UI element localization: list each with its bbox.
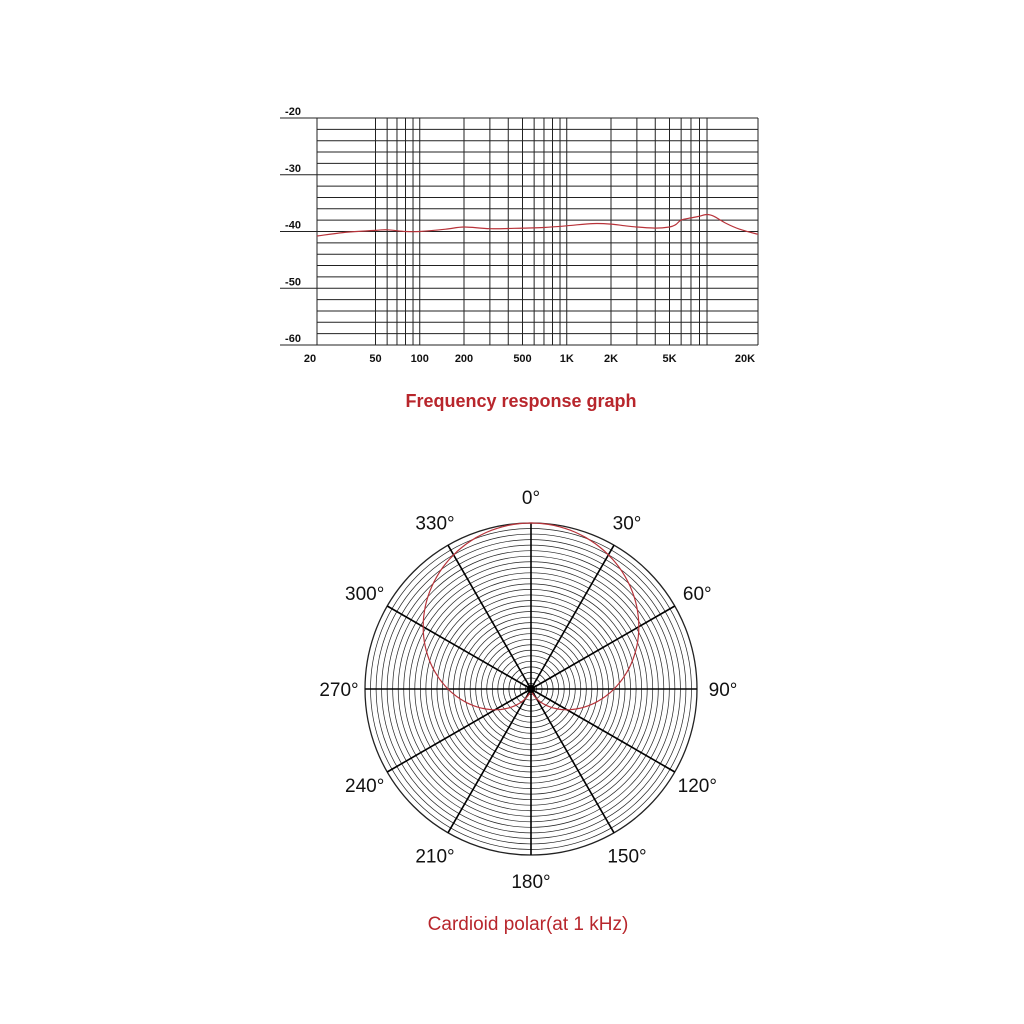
angle-label: 180°	[511, 872, 551, 893]
x-axis-labels	[304, 353, 755, 365]
polar-center-dot	[527, 685, 535, 693]
y-tick-label: -30	[285, 162, 301, 175]
polar-spoke	[448, 545, 531, 689]
polar-spoke	[531, 689, 675, 772]
polar-spoke	[387, 606, 531, 689]
polar-spoke	[387, 689, 531, 772]
y-tick-label: -20	[285, 106, 301, 118]
angle-label: 120°	[677, 776, 717, 797]
angle-label: 240°	[345, 776, 385, 797]
x-tick-label: 50	[369, 353, 382, 365]
x-tick-label: 5K	[662, 353, 677, 365]
polar-spoke	[531, 689, 614, 833]
y-tick-label: -50	[285, 276, 301, 289]
angle-label: 270°	[319, 680, 359, 701]
x-tick-label: 100	[410, 353, 429, 365]
angle-label: 210°	[415, 846, 455, 868]
angle-label: 150°	[607, 846, 647, 868]
frequency-chart-title: Frequency response graph	[405, 391, 637, 411]
x-tick-label: 200	[454, 353, 474, 365]
frequency-response-chart	[280, 106, 758, 411]
angle-label: 30°	[612, 513, 642, 535]
polar-chart-title: Cardioid polar(at 1 kHz)	[427, 914, 629, 935]
angle-label: 60°	[682, 584, 712, 605]
y-axis-labels	[285, 106, 301, 345]
angle-label: 90°	[708, 680, 738, 701]
polar-spoke	[531, 606, 675, 689]
x-tick-label: 500	[513, 353, 532, 365]
x-tick-label: 20K	[734, 353, 756, 365]
x-tick-label: 2K	[603, 353, 619, 365]
polar-pattern-chart	[319, 488, 737, 935]
angle-label: 330°	[415, 513, 455, 535]
polar-spoke	[448, 689, 531, 833]
response-curve	[317, 215, 758, 237]
angle-label: 0°	[521, 488, 541, 509]
x-tick-label: 1K	[559, 353, 574, 365]
angle-label: 300°	[345, 584, 385, 605]
y-tick-label: -40	[285, 219, 301, 232]
x-tick-label: 20	[303, 353, 317, 365]
y-tick-label: -60	[285, 333, 301, 345]
polar-spoke	[531, 545, 614, 689]
